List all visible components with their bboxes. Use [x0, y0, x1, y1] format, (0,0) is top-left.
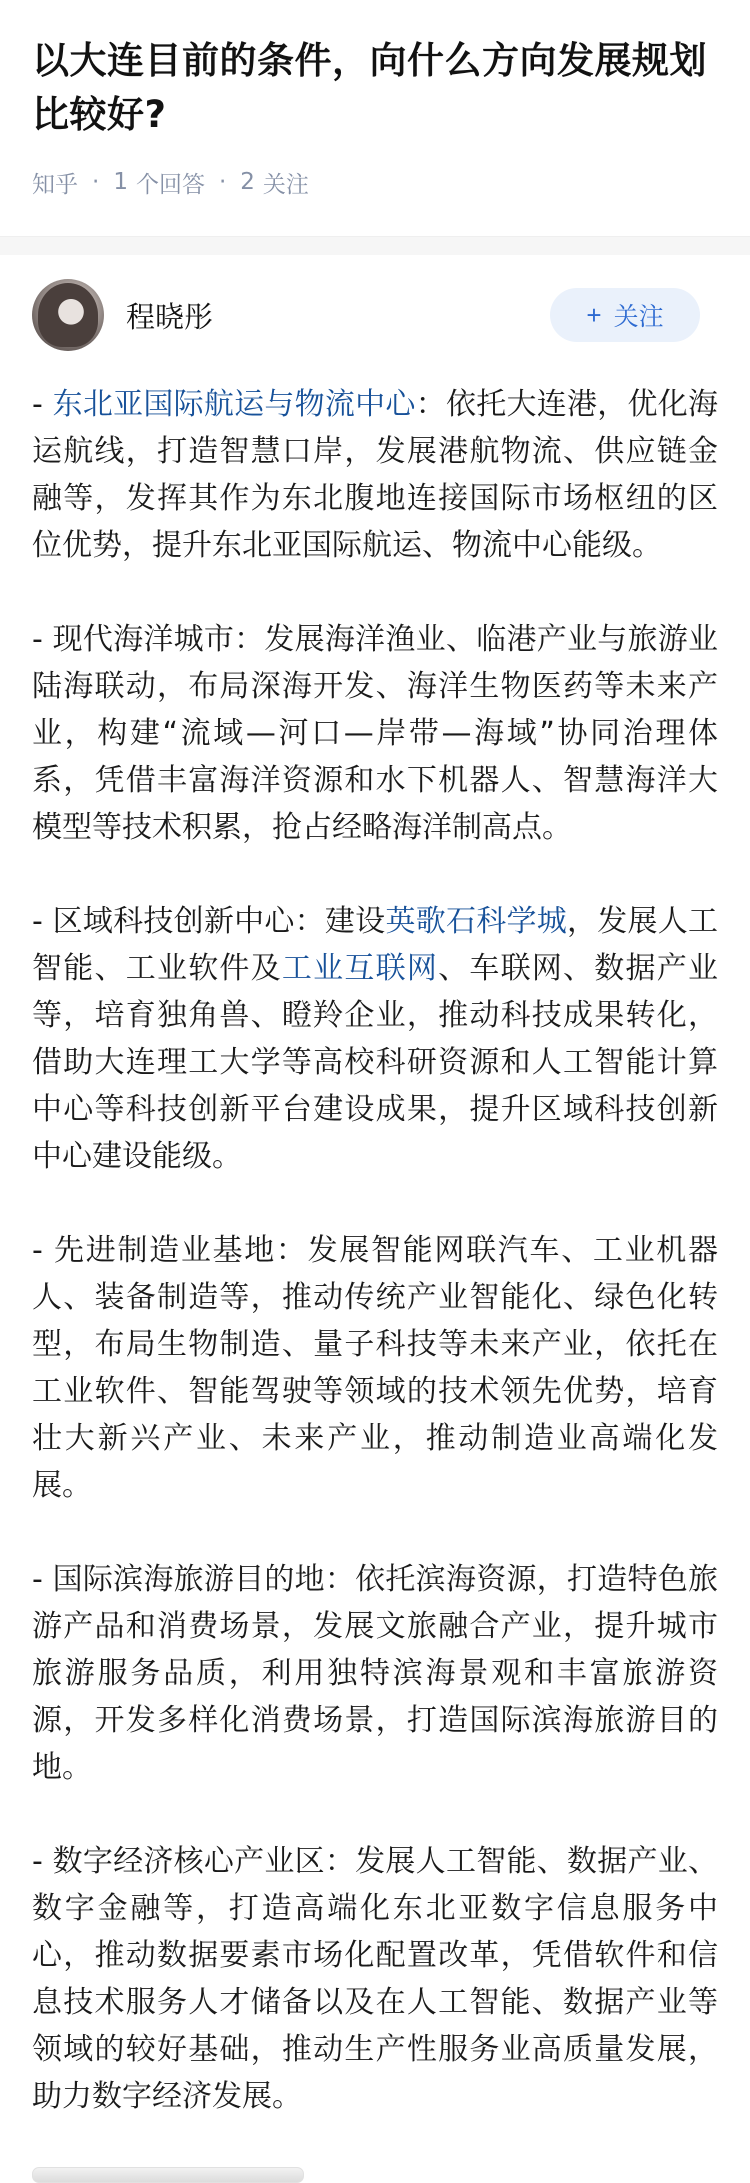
answers-label[interactable]: 个回答 [135, 171, 205, 198]
answer-card [0, 255, 750, 2183]
inline-link[interactable]: 英歌石科学城 [385, 904, 567, 939]
follow-button[interactable] [550, 288, 700, 342]
paragraph-text: ，发展人工智能、工业软件及 [32, 904, 719, 986]
paragraph-text: - 区域科技创新中心：建设 [32, 904, 386, 939]
plus-icon: + [586, 299, 602, 330]
follow-label: 关注 [613, 303, 664, 331]
followers-count: 2 [240, 169, 255, 195]
meta-separator: · [218, 169, 227, 195]
source-label[interactable]: 知乎 [32, 171, 78, 198]
followers-label[interactable]: 关注 [262, 171, 309, 198]
inline-link[interactable]: 工业互联网 [281, 951, 439, 986]
answer-paragraph: - 现代海洋城市：发展海洋渔业、临港产业与旅游业陆海联动，布局深海开发、海洋生物医药等未来产业，构建“流域—河口—岸带—海域”协同治理体系，凭借丰富海洋资源和水下机器人、智慧海洋大模型等技术积累，抢占经略海洋制高点。 [32, 622, 718, 845]
question-meta [32, 162, 718, 202]
answer-paragraph [32, 381, 718, 569]
bullet-prefix: - [32, 387, 53, 422]
inline-link[interactable]: 东北亚国际航运与物流中心 [52, 387, 416, 422]
author-name[interactable]: 程晓彤 [126, 299, 214, 334]
paragraph-text: ：依托大连港，优化海运航线，打造智慧口岸，发展港航物流、供应链金融等，发挥其作为东北腹地连接国际市场枢纽的区位优势，提升东北亚国际航运、物流中心能级。 [32, 387, 719, 563]
answer-paragraph: - 先进制造业基地：发展智能网联汽车、工业机器人、装备制造等，推动传统产业智能化、绿色化转型，布局生物制造、量子科技等未来产业，依托在工业软件、智能驾驶等领域的技术领先优势，培育壮大新兴产业、未来产业，推动制造业高端化发展。 [32, 1233, 718, 1503]
question-header [0, 0, 750, 202]
author-row [32, 255, 718, 375]
answer-paragraph [32, 898, 718, 1180]
answer-content [32, 381, 718, 2120]
avatar[interactable] [32, 279, 104, 351]
answer-paragraph: - 数字经济核心产业区：发展人工智能、数据产业、数字金融等，打造高端化东北亚数字信息服务中心，推动数据要素市场化配置改革，凭借软件和信息技术服务人才储备以及在人工智能、数据产业等领域的较好基础，推动生产性服务业高质量发展，助力数字经济发展。 [32, 1844, 718, 2114]
avatar-photo-icon [38, 283, 98, 347]
meta-separator: · [92, 169, 100, 195]
answer-paragraph: - 国际滨海旅游目的地：依托滨海资源，打造特色旅游产品和消费场景，发展文旅融合产业，提升城市旅游服务品质，利用独特滨海景观和丰富旅游资源，开发多样化消费场景，打造国际滨海旅游目的地。 [32, 1562, 718, 1785]
question-title[interactable]: 以大连目前的条件，向什么方向发展规划比较好? [32, 39, 707, 136]
scroll-indicator [32, 2167, 304, 2183]
section-divider [0, 236, 750, 255]
paragraph-text: 、车联网、数据产业等，培育独角兽、瞪羚企业，推动科技成果转化，借助大连理工大学等高校科研资源和人工智能计算中心等科技创新平台建设成果，提升区域科技创新中心建设能级。 [32, 951, 719, 1174]
answers-count: 1 [113, 169, 128, 195]
